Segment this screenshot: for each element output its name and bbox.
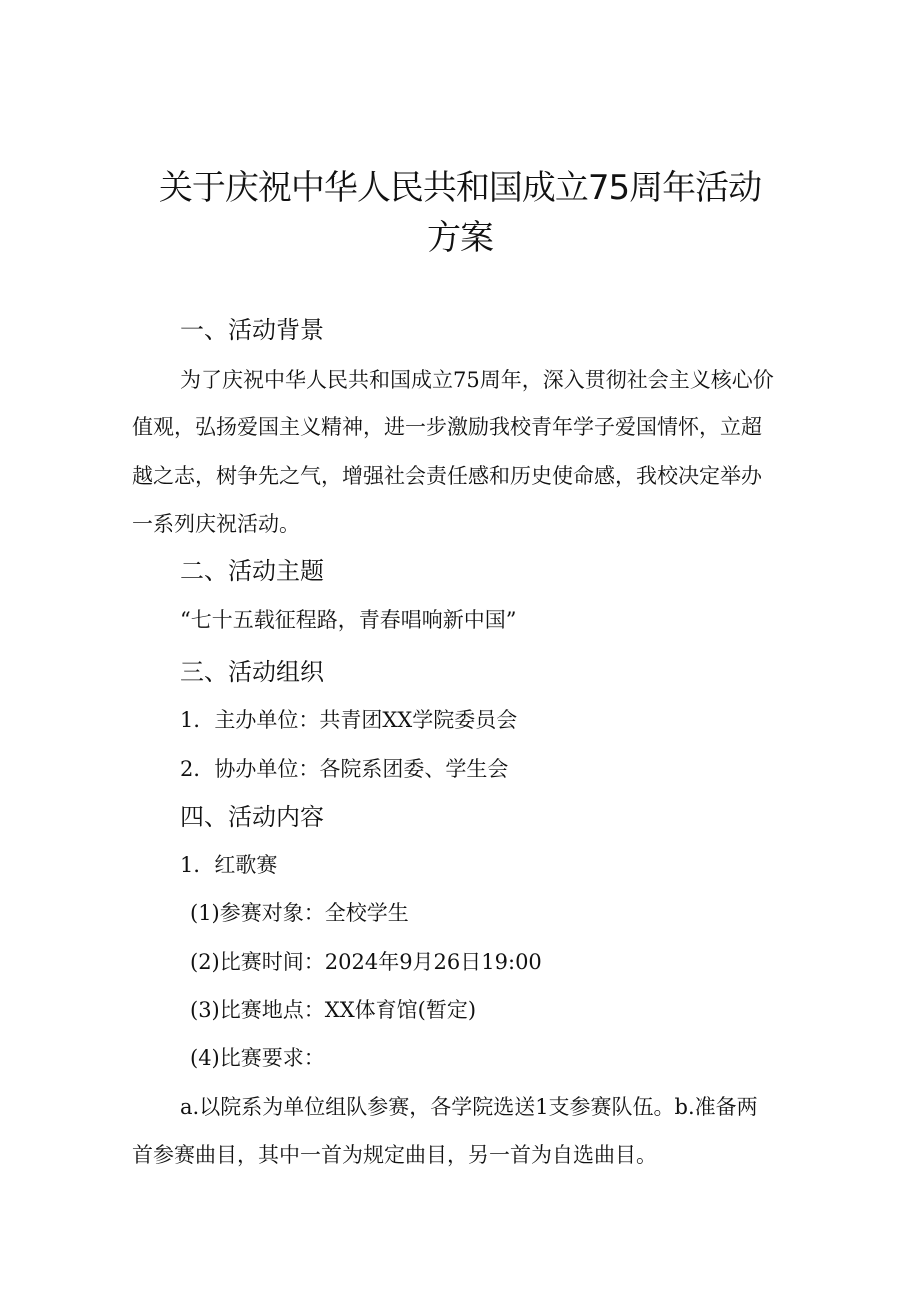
section-1-paragraph-line-1: 为了庆祝中华人民共和国成立75周年，深入贯彻社会主义核心价	[180, 368, 774, 392]
document-title-line-2: 方案	[427, 218, 493, 258]
subitem-participants: (1)参赛对象：全校学生	[190, 901, 409, 925]
section-1-heading: 一、活动背景	[180, 316, 324, 344]
requirements-line-2: 首参赛曲目，其中一首为规定曲目，另一首为自选曲目。	[132, 1143, 657, 1167]
document-title-line-1: 关于庆祝中华人民共和国成立75周年活动	[158, 168, 762, 208]
section-4-heading: 四、活动内容	[180, 803, 324, 831]
requirements-line-1: a.以院系为单位组队参赛，各学院选送1支参赛队伍。b.准备两	[180, 1095, 758, 1119]
subitem-location: (3)比赛地点：XX体育馆(暂定)	[190, 998, 477, 1022]
section-1-paragraph-line-3: 越之志，树争先之气，增强社会责任感和历史使命感，我校决定举办	[132, 464, 762, 488]
section-1-paragraph-line-2: 值观，弘扬爱国主义精神，进一步激励我校青年学子爱国情怀，立超	[132, 415, 762, 439]
subitem-requirements: (4)比赛要求：	[190, 1046, 325, 1070]
activity-theme: “七十五载征程路，青春唱响新中国”	[180, 608, 517, 632]
content-item-1: 1．红歌赛	[180, 853, 278, 877]
section-3-heading: 三、活动组织	[180, 658, 324, 686]
subitem-time: (2)比赛时间：2024年9月26日19:00	[190, 950, 542, 974]
section-2-heading: 二、活动主题	[180, 557, 324, 585]
organizer-item-2: 2．协办单位：各院系团委、学生会	[180, 757, 509, 781]
organizer-item-1: 1．主办单位：共青团XX学院委员会	[180, 708, 518, 732]
section-1-paragraph-line-4: 一系列庆祝活动。	[132, 512, 300, 536]
